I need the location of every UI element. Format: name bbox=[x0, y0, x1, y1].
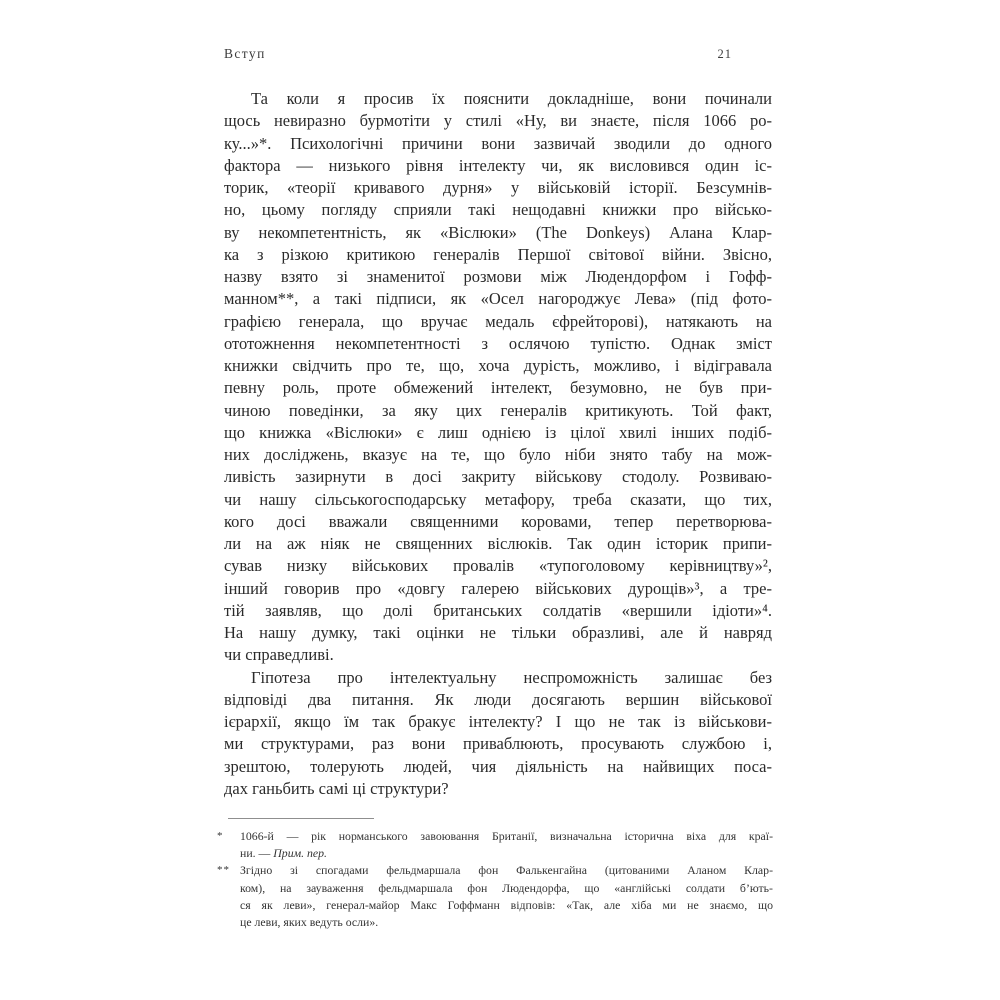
text-line: чиною поведінки, за яку цих генералів критикують. Той факт, bbox=[224, 400, 772, 420]
text-line: ієрархії, якщо їм так бракує інтелекту? І що не так із військови- bbox=[224, 712, 772, 731]
text-line: На нашу думку, такі оцінки не тільки образливі, але й навряд bbox=[224, 623, 772, 642]
text-line: зрештою, толерують людей, чия діяльність на найвищих поса- bbox=[224, 756, 772, 776]
paragraph-1 bbox=[224, 88, 772, 667]
footnote-ending-italic: Прим. пер. bbox=[273, 846, 328, 861]
text-line: сував низку військових провалів «тупоголовому керівництву»², bbox=[224, 556, 772, 576]
text-line: ми структурами, раз вони приваблюють, просувають службою і, bbox=[224, 734, 772, 754]
text-line bbox=[240, 845, 773, 862]
page-number: 21 bbox=[717, 47, 732, 61]
text-line: 1066-й — рік норманського завоювання Британії, визначальна історична віха для краї- bbox=[240, 829, 773, 843]
text-line: ли на аж ніяк не священних віслюків. Так один історик припи- bbox=[224, 534, 772, 553]
footnotes-block bbox=[217, 828, 773, 931]
text-line: назву взято зі знаменитої розмови між Людендорфом і Гофф- bbox=[224, 267, 772, 286]
footnote-marker-1: * bbox=[217, 830, 224, 842]
text-line: дах ганьбить самі ці структури? bbox=[224, 778, 449, 798]
footnote-2 bbox=[217, 862, 773, 931]
text-line: них досліджень, вказує на те, що було ніби знято табу на мож- bbox=[224, 445, 772, 464]
text-line: кого досі вважали священними коровами, тепер перетворюва- bbox=[224, 511, 772, 531]
text-line: ся як леви», генерал-майор Макс Гоффманн відповів: «Так, але хіба ми не знаємо, що bbox=[240, 897, 773, 912]
body-text bbox=[224, 88, 772, 800]
chapter-title: Вступ bbox=[224, 46, 266, 61]
text-line: ву некомпетентність, як «Віслюки» (The Donkeys) Алана Клар- bbox=[224, 222, 772, 242]
footnote-marker-2: ** bbox=[217, 864, 230, 877]
footnote-separator bbox=[228, 818, 374, 819]
text-line: ливість зазирнути в досі закриту військову стодолу. Розвиваю- bbox=[224, 467, 772, 487]
text-line: це леви, яких ведуть осли». bbox=[240, 915, 379, 930]
text-line: манном**, а такі підписи, як «Осел нагороджує Лева» (під фото- bbox=[224, 289, 772, 309]
text-line: книжки свідчить про те, що, хоча дурість, можливо, і відігравала bbox=[224, 356, 772, 375]
text-line: ка з різкою критикою генералів Першої світової війни. Звісно, bbox=[224, 244, 772, 264]
text-line: інший говорив про «довгу галерею військових дурощів»³, а тре- bbox=[224, 578, 772, 598]
footnote-text-2 bbox=[240, 862, 773, 931]
text-line: щось невиразно бурмотіти у стилі «Ну, ви знаєте, після 1066 ро- bbox=[224, 111, 772, 131]
text-line: Та коли я просив їх пояснити докладніше, вони починали bbox=[251, 89, 772, 108]
text-line: торик, «теорії кривавого дурня» у військовій історії. Безсумнів- bbox=[224, 178, 772, 197]
text-line: чи нашу сільськогосподарську метафору, треба сказати, що тих, bbox=[224, 489, 772, 509]
footnote-text-1 bbox=[240, 828, 773, 862]
text-line: що книжка «Віслюки» є лиш однією із цілої хвилі інших подіб- bbox=[224, 422, 772, 442]
text-line: ку...»*. Психологічні причини вони зазвичай зводили до одного bbox=[224, 133, 772, 153]
page-header bbox=[224, 46, 772, 62]
text-line: відповіді два питання. Як люди досягають вершин військової bbox=[224, 689, 772, 709]
text-line: ком), на зауваження фельдмаршала фон Людендорфа, що «англійські солдати б’ють- bbox=[240, 880, 773, 895]
text-line: но, цьому погляду сприяли такі нещодавні книжки про військо- bbox=[224, 200, 772, 220]
text-line: Згідно зі спогадами фельдмаршала фон Фалькенгайна (цитованими Аланом Клар- bbox=[240, 863, 773, 878]
footnote-1 bbox=[217, 828, 773, 862]
text-line: певну роль, проте обмежений інтелект, безумовно, не був при- bbox=[224, 378, 772, 398]
text-line: Гіпотеза про інтелектуальну неспроможність залишає без bbox=[251, 667, 772, 687]
text-line: графією генерала, що вручає медаль єфрейторові), натякають на bbox=[224, 311, 772, 331]
text-line: тій заявляв, що долі британських солдатів «вершили ідіоти»⁴. bbox=[224, 600, 772, 620]
text-line: чи справедливі. bbox=[224, 645, 334, 665]
paragraph-2 bbox=[224, 667, 772, 801]
footnote-ending-normal: ни. — bbox=[240, 846, 274, 861]
text-line: фактора — низького рівня інтелекту чи, як висловився один іс- bbox=[224, 155, 772, 175]
text-line: ототожнення некомпетентності з ослячою тупістю. Однак зміст bbox=[224, 333, 772, 353]
